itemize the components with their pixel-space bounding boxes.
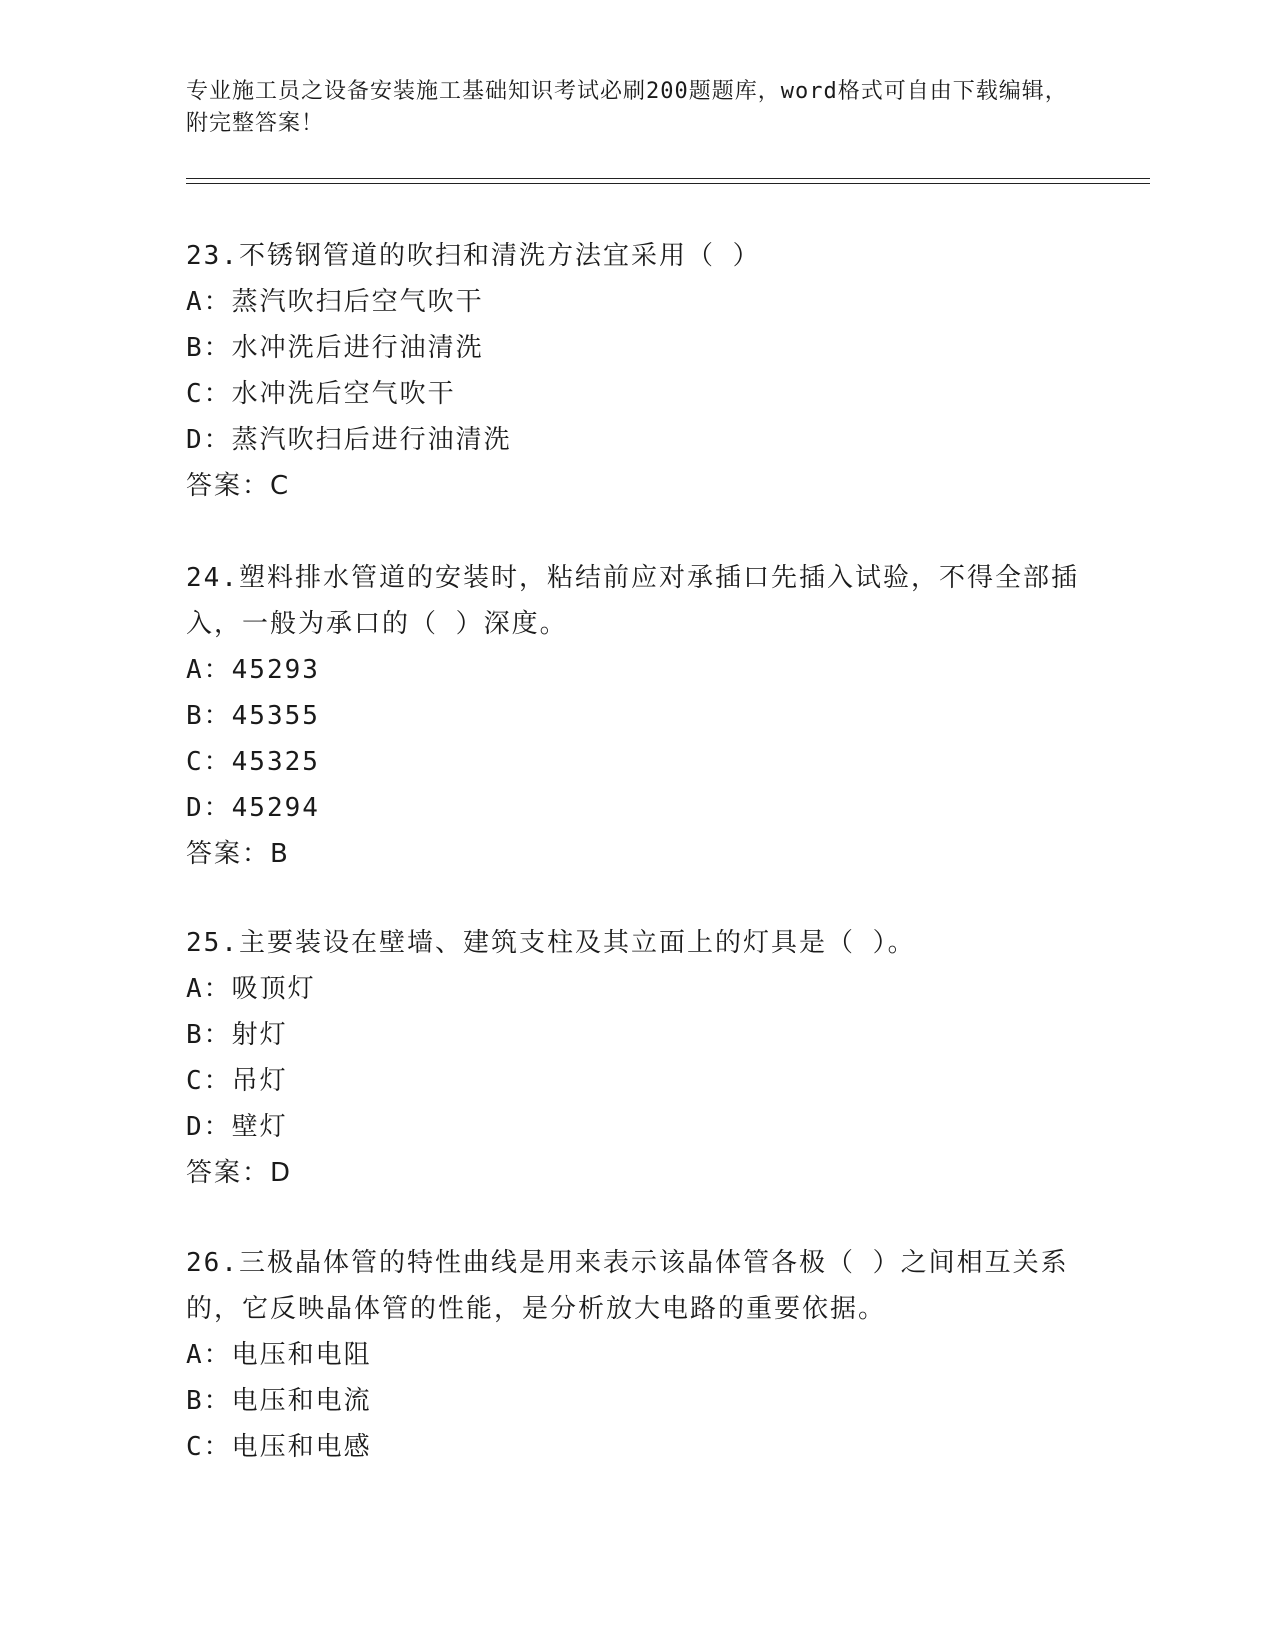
answer: 答案：C — [186, 471, 291, 501]
option-a: A：45293 — [186, 655, 320, 685]
document-header — [186, 76, 1086, 140]
option-d: D：蒸汽吹扫后进行油清洗 — [186, 425, 512, 455]
header-divider-top — [186, 178, 1150, 179]
option-b: B：电压和电流 — [186, 1386, 372, 1416]
option-b: B：射灯 — [186, 1020, 288, 1050]
answer: 答案：D — [186, 1158, 293, 1188]
option-b: B：水冲洗后进行油清洗 — [186, 333, 484, 363]
question-text: 25.主要装设在壁墙、建筑支柱及其立面上的灯具是（ ）。 — [186, 928, 916, 958]
question-text: 24.塑料排水管道的安装时，粘结前应对承插口先插入试验，不得全部插入，一般为承口的（ ）深度。 — [186, 563, 1079, 639]
question-26 — [186, 1240, 1086, 1470]
question-text: 26.三极晶体管的特性曲线是用来表示该晶体管各极（ ）之间相互关系的，它反映晶体管的性能，是分析放大电路的重要依据。 — [186, 1248, 1069, 1324]
option-c: C：45325 — [186, 747, 320, 777]
option-a: A：吸顶灯 — [186, 974, 316, 1004]
option-d: D：壁灯 — [186, 1112, 288, 1142]
option-c: C：吊灯 — [186, 1066, 288, 1096]
question-text: 23.不锈钢管道的吹扫和清洗方法宜采用（ ） — [186, 241, 761, 271]
option-d: D：45294 — [186, 793, 320, 823]
question-23 — [186, 233, 1086, 509]
document-title: 专业施工员之设备安装施工基础知识考试必刷200题题库，word格式可自由下载编辑，附完整答案！ — [186, 79, 1068, 136]
question-24 — [186, 555, 1086, 877]
option-a: A：电压和电阻 — [186, 1340, 372, 1370]
answer: 答案：B — [186, 839, 290, 869]
header-divider-bottom — [186, 183, 1150, 184]
option-a: A：蒸汽吹扫后空气吹干 — [186, 287, 484, 317]
option-c: C：水冲洗后空气吹干 — [186, 379, 456, 409]
option-b: B：45355 — [186, 701, 320, 731]
option-c: C：电压和电感 — [186, 1432, 372, 1462]
question-25 — [186, 920, 1086, 1196]
